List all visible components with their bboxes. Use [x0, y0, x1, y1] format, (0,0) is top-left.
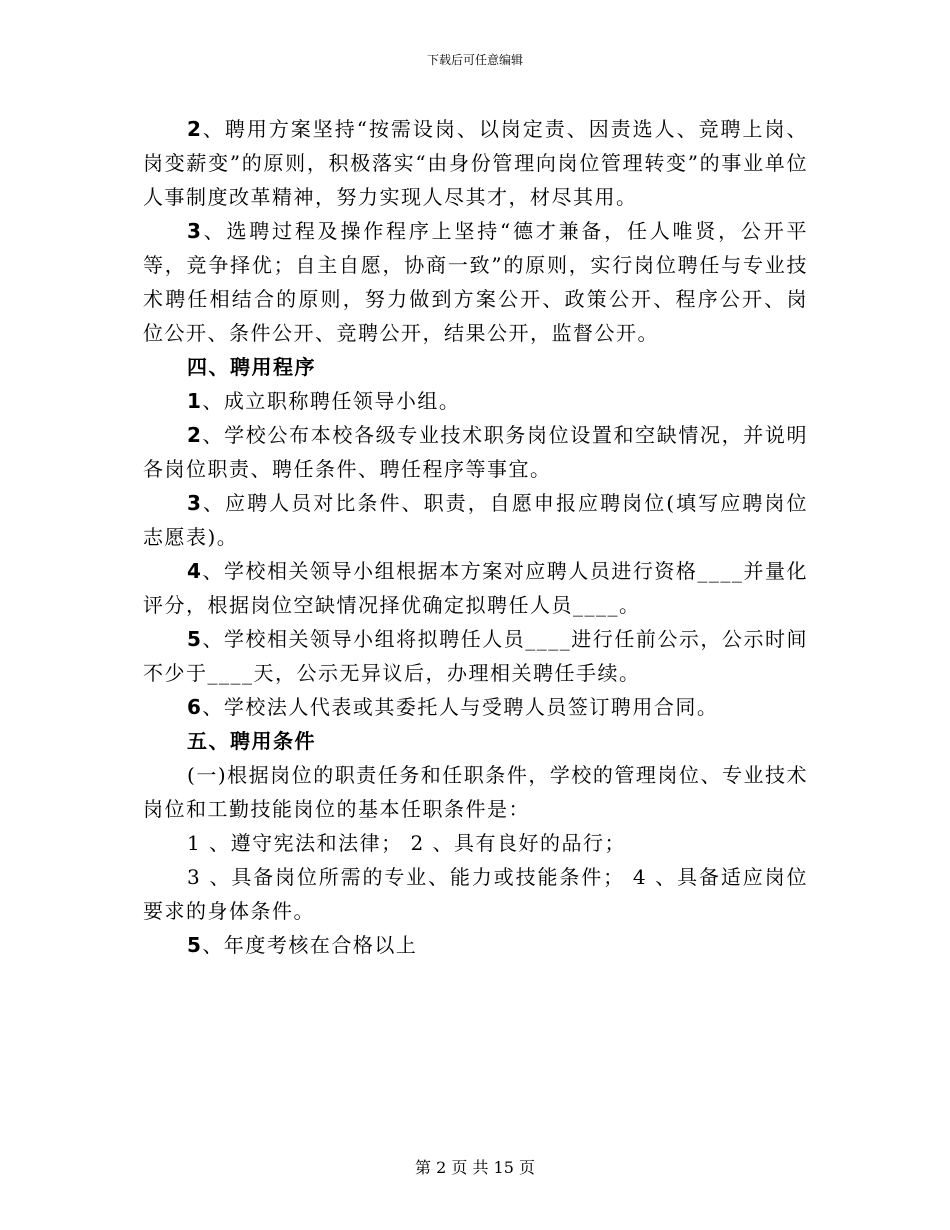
document-body [143, 112, 808, 962]
procedure-item-5 [143, 622, 808, 690]
paragraph-text: (一)根据岗位的职责任务和任职条件，学校的管理岗位、专业技术岗位和工勤技能岗位的基本任职条件是： [143, 763, 808, 821]
paragraph-text: 、年度考核在合格以上 [202, 933, 418, 957]
item-number: 2 [187, 423, 203, 447]
item-number: 6 [187, 695, 203, 719]
item-number: 3 [187, 219, 203, 243]
procedure-item-3 [143, 486, 808, 554]
procedure-item-6 [143, 690, 808, 724]
paragraph-3 [143, 214, 808, 350]
procedure-item-2 [143, 418, 808, 486]
item-number: 3 [187, 491, 203, 515]
paragraph-text: 、成立职称聘任领导小组。 [202, 389, 461, 413]
procedure-item-1 [143, 384, 808, 418]
paragraph-text: 、选聘过程及操作程序上坚持“德才兼备，任人唯贤，公开平等，竞争择优；自主自愿，协商一致”的原则，实行岗位聘任与专业技术聘任相结合的原则，努力做到方案公开、政策公开、程序公开、岗位公开、条件公开、竞聘公开，结果公开，监督公开。 [143, 219, 808, 345]
conditions-item-5 [143, 928, 808, 962]
paragraph-text: 、学校相关领导小组将拟聘任人员____进行任前公示，公示时间不少于____天，公示无异议后，办理相关聘任手续。 [143, 627, 808, 685]
conditions-intro [143, 758, 808, 826]
procedure-item-4 [143, 554, 808, 622]
paragraph-text: 、学校公布本校各级专业技术职务岗位设置和空缺情况，并说明各岗位职责、聘任条件、聘任程序等事宜。 [143, 423, 808, 481]
paragraph-2 [143, 112, 808, 214]
paragraph-text: 、聘用方案坚持“按需设岗、以岗定责、因责选人、竞聘上岗、岗变薪变”的原则，积极落实“由身份管理向岗位管理转变”的事业单位人事制度改革精神，努力实现人尽其才，材尽其用。 [143, 117, 808, 209]
paragraph-text: 、学校法人代表或其委托人与受聘人员签订聘用合同。 [202, 695, 719, 719]
item-number: 5 [187, 933, 203, 957]
page-footer: 第 2 页 共 15 页 [415, 1158, 535, 1177]
section-heading-hiring-procedure: 四、聘用程序 [187, 355, 316, 379]
conditions-items-3-4 [143, 860, 808, 928]
paragraph-text: 、应聘人员对比条件、职责，自愿申报应聘岗位(填写应聘岗位志愿表)。 [143, 491, 808, 549]
conditions-items-1-2 [143, 826, 808, 860]
item-number: 2 [187, 117, 203, 141]
paragraph-text: 3 、具备岗位所需的专业、能力或技能条件； 4 、具备适应岗位要求的身体条件。 [143, 865, 808, 923]
page-header: 下载后可任意编辑 [426, 53, 523, 67]
item-number: 5 [187, 627, 203, 651]
paragraph-text: 1 、遵守宪法和法律； 2 、具有良好的品行； [187, 831, 627, 855]
section-heading-hiring-conditions: 五、聘用条件 [187, 729, 316, 753]
paragraph-text: 、学校相关领导小组根据本方案对应聘人员进行资格____并量化评分，根据岗位空缺情况择优确定拟聘任人员____。 [143, 559, 808, 617]
item-number: 1 [187, 389, 203, 413]
item-number: 4 [187, 559, 203, 583]
